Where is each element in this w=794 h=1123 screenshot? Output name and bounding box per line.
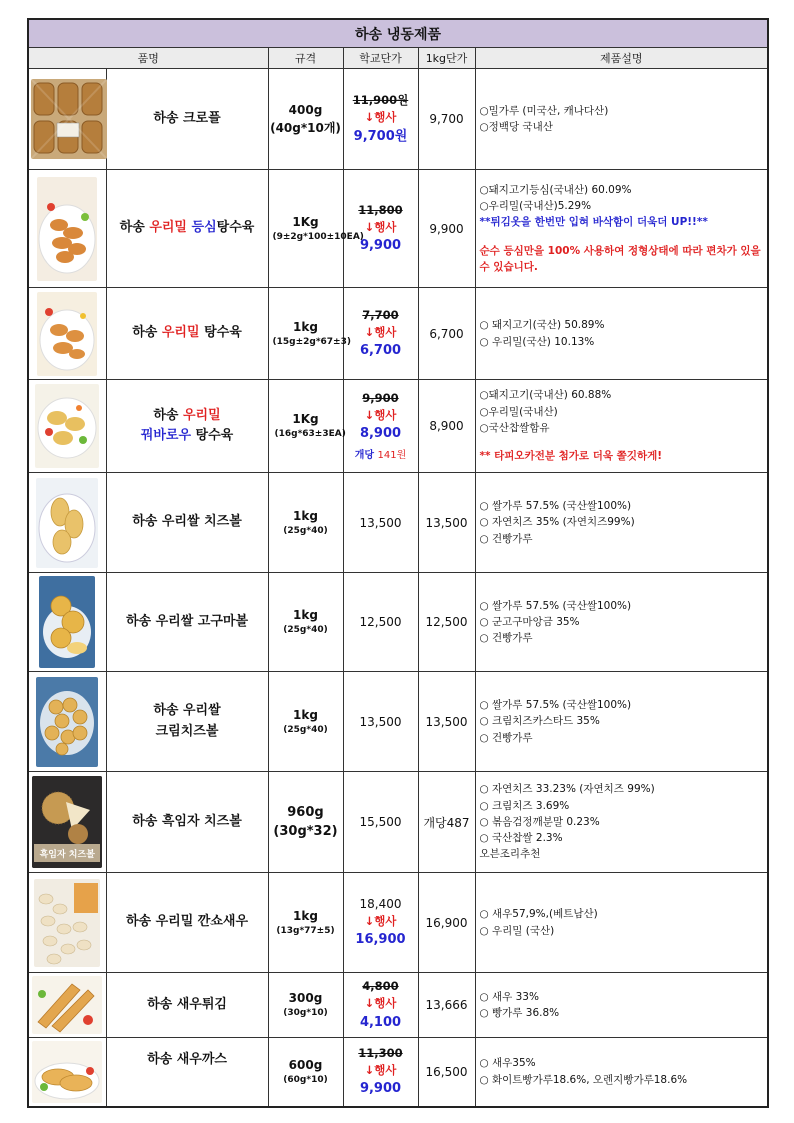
price-new: 4,100 <box>359 1014 402 1030</box>
product-image-black-sesame-ball <box>32 776 102 868</box>
spec-main: 1kg <box>293 707 318 722</box>
product-name: 하송 우리쌀 고구마볼 <box>106 573 268 672</box>
spec-main: 1kg <box>293 608 318 623</box>
product-desc: ○ 쌀가루 57.5% (국산쌀100%) ○ 크림치즈카스타드 35% ○ 건빵가루 <box>475 672 768 772</box>
product-image-tangsuyuk <box>37 292 97 376</box>
spec-main: 1Kg <box>292 412 319 427</box>
price-sale-label: ↓행사 <box>364 1063 397 1077</box>
table-row <box>28 473 768 573</box>
price-new: 6,700 <box>359 343 402 358</box>
per-kg-price: 6,700 <box>418 288 475 380</box>
per-kg-price: 13,500 <box>418 473 475 573</box>
product-desc: ○돼지고기등심(국내산) 60.09% ○우리밀(국내산)5.29% **튀김옷을 한번만 입혀 바삭함이 더욱더 UP!!** 순수 등심만을 100% 사용하여 정형상태에 따라 편차가 있을수 있습니다. <box>475 170 768 288</box>
table-row <box>28 672 768 772</box>
product-image-ganshao-shrimp <box>34 879 100 967</box>
per-kg-price: 8,900 <box>418 380 475 473</box>
table-row <box>28 1038 768 1107</box>
product-image-rice-cheese-ball <box>36 478 98 568</box>
price-new: 9,700원 <box>353 128 408 144</box>
package-label: 흑임자 치즈볼 <box>39 850 95 860</box>
table-row <box>28 772 768 873</box>
per-kg-price: 13,666 <box>418 973 475 1038</box>
product-image-cream-cheese-ball <box>36 677 98 767</box>
header-per-kg: 1kg단가 <box>418 48 475 69</box>
school-price <box>343 473 418 573</box>
price-old: 11,900원 <box>352 93 409 107</box>
price-new: 16,900 <box>355 932 406 948</box>
spec-main: 1Kg <box>292 214 319 229</box>
product-desc: ○ 돼지고기(국산) 50.89% ○ 우리밀(국산) 10.13% <box>475 288 768 380</box>
spec-sub: (40g*10개) <box>270 121 341 135</box>
per-kg-price: 개당487 <box>418 772 475 873</box>
price-old: 4,800 <box>362 979 399 993</box>
spec-main: 300g <box>288 991 323 1006</box>
price: 15,500 <box>359 815 402 829</box>
school-price <box>343 672 418 772</box>
table-row <box>28 873 768 973</box>
school-price <box>343 170 418 288</box>
price-sale-label: ↓행사 <box>364 110 397 125</box>
price: 13,500 <box>359 714 402 729</box>
per-kg-price: 9,900 <box>418 170 475 288</box>
price-per-piece: 개당 141원 <box>354 449 407 461</box>
spec-sub: (16g*63±3EA) <box>274 429 346 440</box>
product-image-guobaorou <box>35 384 99 468</box>
spec-sub: (9±2g*100±10EA) <box>272 231 364 242</box>
price: 12,500 <box>359 615 402 629</box>
school-price <box>343 380 418 473</box>
price-sale-label: ↓행사 <box>364 219 397 234</box>
product-image-croffle <box>31 79 107 159</box>
product-name: 하송 우리쌀 치즈볼 <box>106 473 268 573</box>
table-row <box>28 380 768 473</box>
price-sale-label: ↓행사 <box>364 407 397 422</box>
product-name: 하송 우리밀 탕수육 <box>106 288 268 380</box>
price-sale-label: ↓행사 <box>364 324 397 339</box>
price-new: 9,900 <box>359 238 402 253</box>
product-spec <box>268 288 351 380</box>
product-image-shrimp-cutlet <box>32 1041 102 1103</box>
price-old: 11,800 <box>358 202 403 217</box>
spec-main: 1kg <box>293 908 318 923</box>
spec-main: 960g <box>287 804 324 820</box>
product-name: 하송 새우까스 <box>106 1038 268 1107</box>
spec-sub: (25g*40) <box>283 625 328 636</box>
spec-sub: (30g*32) <box>273 824 338 839</box>
per-kg-price: 13,500 <box>418 672 475 772</box>
product-desc: ○ 새우57,9%,(베트남산) ○ 우리밀 (국산) <box>475 873 768 973</box>
price-new: 8,900 <box>359 426 402 441</box>
product-name: 하송 우리쌀 크림치즈볼 <box>106 672 268 772</box>
table-row <box>28 573 768 672</box>
school-price <box>343 973 418 1038</box>
price-old: 18,400 <box>359 897 402 912</box>
per-kg-price: 12,500 <box>418 573 475 672</box>
school-price <box>343 1038 418 1107</box>
product-spec <box>268 573 343 672</box>
desc-note-red: ** 타피오카전분 첨가로 더욱 쫄깃하게! <box>479 450 663 463</box>
table-row <box>28 69 768 170</box>
school-price <box>343 288 418 380</box>
product-desc: ○ 쌀가루 57.5% (국산쌀100%) ○ 군고구마앙금 35% ○ 건빵가루 <box>475 573 768 672</box>
product-name: 하송 우리밀 꿔바로우 탕수육 <box>106 380 268 473</box>
spec-sub: (30g*10) <box>283 1008 328 1019</box>
desc-note-red: 순수 등심만을 100% 사용하여 정형상태에 따라 편차가 있을수 있습니다. <box>479 244 761 273</box>
per-kg-price: 9,700 <box>418 69 475 170</box>
per-kg-price: 16,500 <box>418 1038 475 1107</box>
product-spec <box>268 772 343 873</box>
header-school-price: 학교단가 <box>343 48 418 69</box>
table-row <box>28 288 768 380</box>
spec-main: 400g <box>288 103 323 117</box>
price-sale-label: ↓행사 <box>364 996 397 1011</box>
price-new: 9,900 <box>359 1081 402 1097</box>
price-old: 9,900 <box>362 390 399 405</box>
product-name: 하송 새우튀김 <box>106 973 268 1038</box>
product-desc: ○ 쌀가루 57.5% (국산쌀100%) ○ 자연치즈 35% (자연치즈99%) ○ 건빵가루 <box>475 473 768 573</box>
header-desc: 제품설명 <box>475 48 768 69</box>
product-spec <box>268 873 343 973</box>
product-desc: ○돼지고기(국내산) 60.88% ○우리밀(국내산) ○국산찹쌀함유 ** 타피오카전분 첨가로 더욱 쫄깃하게! <box>475 380 768 473</box>
product-table <box>27 18 769 1108</box>
school-price <box>343 69 418 170</box>
spec-main: 1kg <box>293 319 318 334</box>
product-name: 하송 우리밀 등심탕수육 <box>106 170 268 288</box>
product-desc: ○ 자연치즈 33.23% (자연치즈 99%) ○ 크림치즈 3.69% ○ 볶음검정깨분말 0.23% ○ 국산찹쌀 2.3% 오븐조리추천 <box>475 772 768 873</box>
product-spec <box>268 170 364 288</box>
price-sale-label: ↓행사 <box>364 914 397 929</box>
spec-sub: (15g±2g*67±3) <box>272 336 351 347</box>
product-image-sweet-potato-ball <box>39 576 95 668</box>
product-image-shrimp-tempura <box>32 976 102 1034</box>
price-old: 11,300 <box>358 1045 403 1060</box>
product-spec <box>268 973 343 1038</box>
table-title: 하송 냉동제품 <box>28 19 768 48</box>
product-spec <box>268 473 343 573</box>
spec-main: 1kg <box>293 508 318 523</box>
spec-sub: (25g*40) <box>283 525 328 536</box>
price-old: 7,700 <box>362 307 399 322</box>
product-spec <box>268 69 343 170</box>
product-desc: ○밀가루 (미국산, 캐나다산) ○정백당 국내산 <box>475 69 768 170</box>
school-price <box>343 573 418 672</box>
table-row <box>28 170 768 288</box>
table-row <box>28 973 768 1038</box>
product-name: 하송 크로플 <box>106 69 268 170</box>
desc-note-blue: **튀김옷을 한번만 입혀 바삭함이 더욱더 UP!!** <box>479 216 708 229</box>
spec-sub: (25g*40) <box>283 724 328 735</box>
header-name: 품명 <box>28 48 268 69</box>
spec-sub: (60g*10) <box>283 1075 328 1085</box>
school-price <box>343 873 418 973</box>
product-desc: ○ 새우35% ○ 화이트빵가루18.6%, 오렌지빵가루18.6% <box>475 1038 768 1107</box>
header-spec: 규격 <box>268 48 343 69</box>
spec-sub: (13g*77±5) <box>276 925 335 936</box>
product-spec <box>268 1038 343 1107</box>
spec-main: 600g <box>288 1058 323 1072</box>
per-kg-price: 16,900 <box>418 873 475 973</box>
product-name: 하송 우리밀 깐쇼새우 <box>106 873 268 973</box>
product-spec <box>268 672 343 772</box>
product-desc: ○ 새우 33% ○ 빵가루 36.8% <box>475 973 768 1038</box>
school-price <box>343 772 418 873</box>
product-name: 하송 흑임자 치즈볼 <box>106 772 268 873</box>
price: 13,500 <box>359 515 402 530</box>
product-spec <box>268 380 346 473</box>
product-image-deungsim <box>37 177 97 281</box>
